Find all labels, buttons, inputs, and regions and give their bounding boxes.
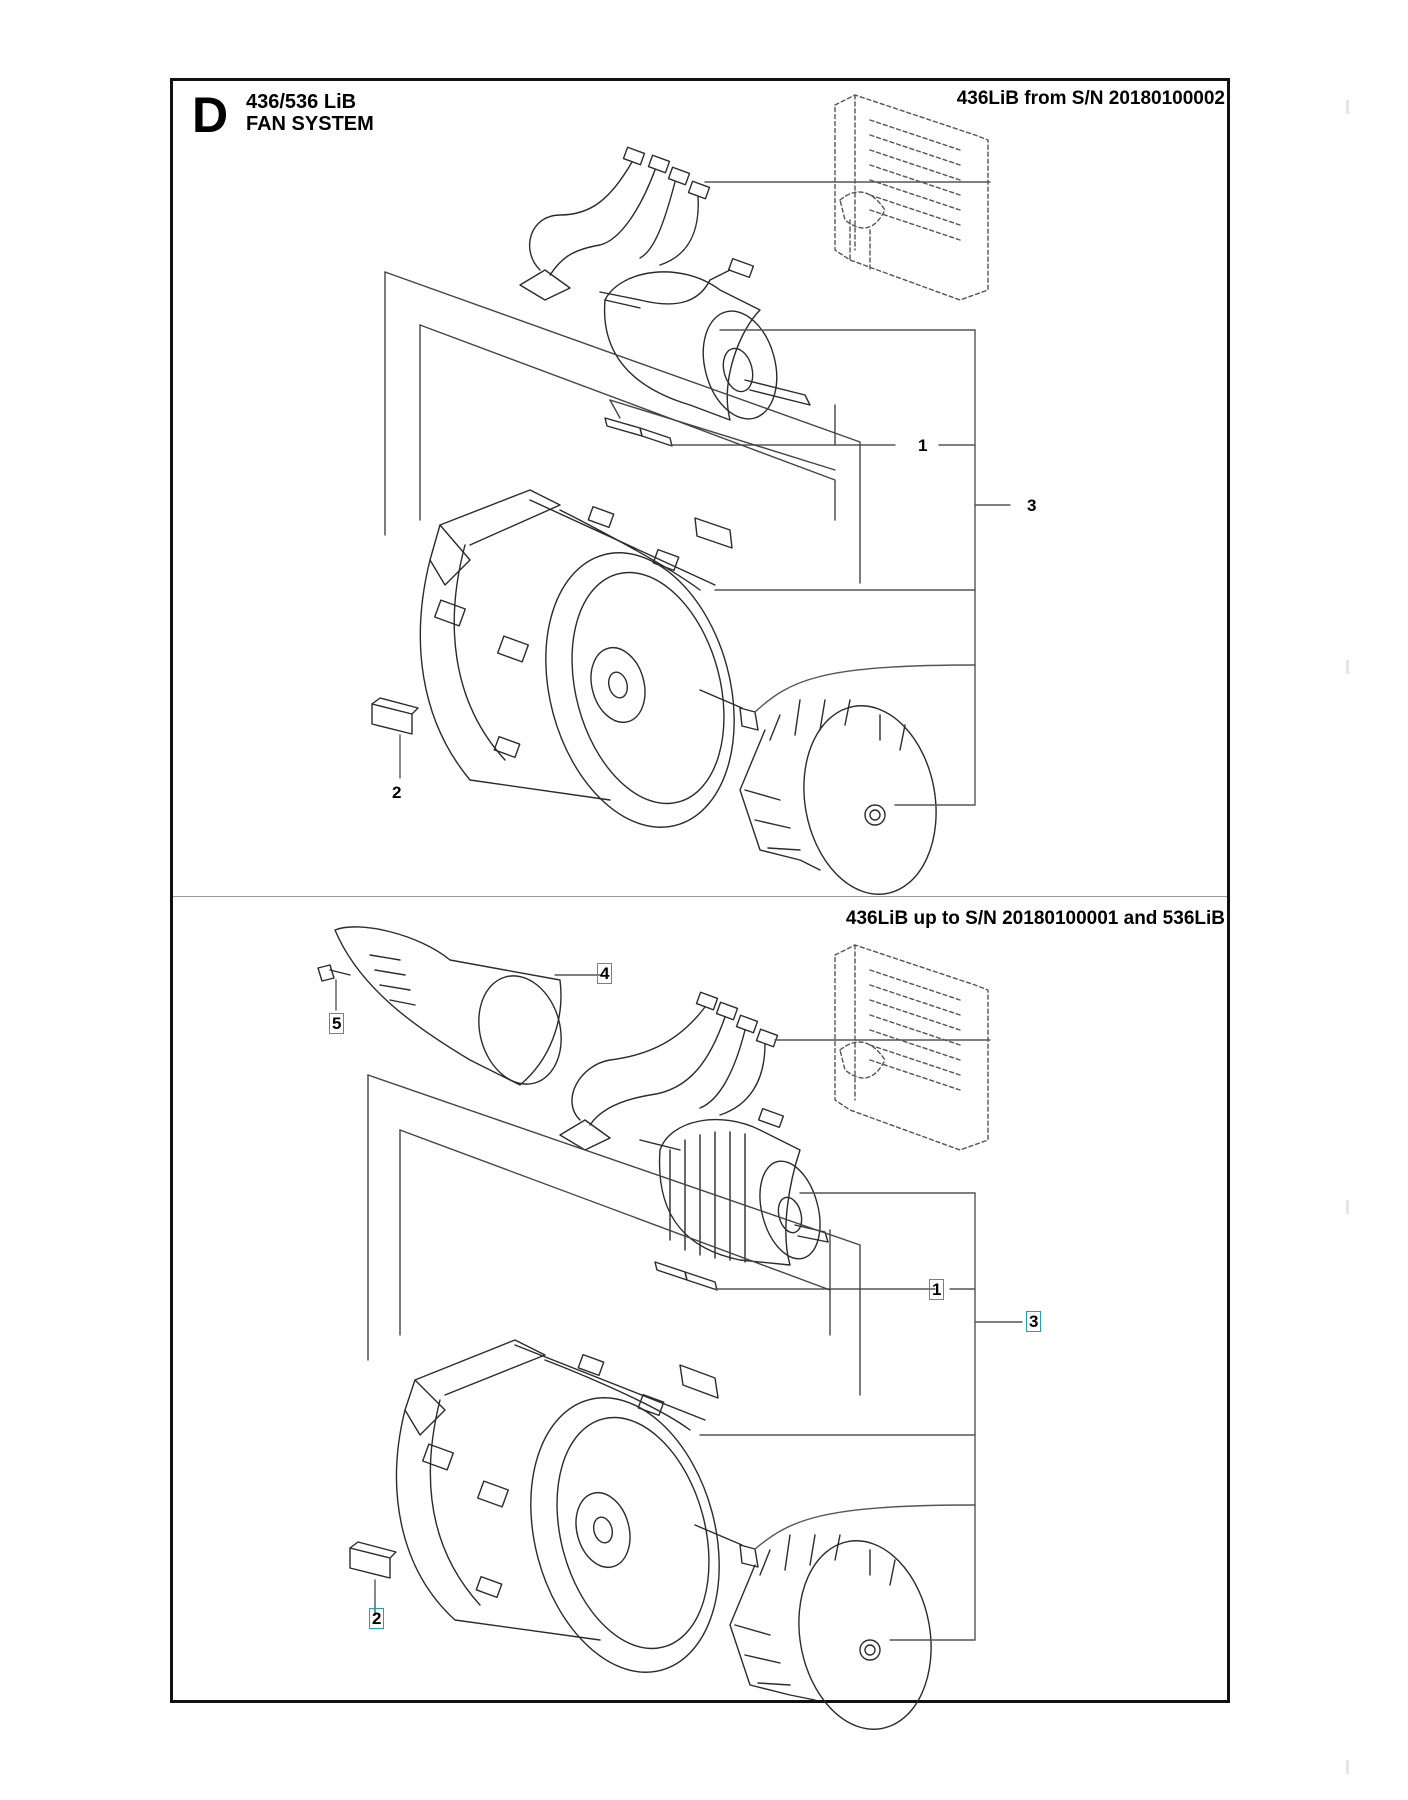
bottom-assembly xyxy=(318,927,1022,1740)
impeller-bottom xyxy=(730,1530,975,1740)
wiring-harness-top xyxy=(520,147,990,308)
controller-board-top xyxy=(835,95,988,300)
grommet-top xyxy=(372,698,418,778)
fan-cover-bottom xyxy=(335,927,600,1094)
callout-3-top: 3 xyxy=(1027,496,1037,515)
impeller-top xyxy=(740,695,975,905)
section-subtitle: FAN SYSTEM xyxy=(246,113,374,135)
model-title: 436/536 LiB xyxy=(246,91,357,113)
controller-board-bottom xyxy=(835,945,988,1150)
screw-top xyxy=(700,665,975,730)
callout-4-bottom[interactable]: 4 xyxy=(597,963,612,984)
variant-label-top: 436LiB from S/N 20180100002 xyxy=(956,88,1225,109)
callout-1-top: 1 xyxy=(918,436,928,455)
callout-leaders-top xyxy=(939,330,1010,805)
fan-housing-bottom xyxy=(397,1340,975,1694)
callout-5-bottom[interactable]: 5 xyxy=(329,1013,344,1034)
callout-2-top: 2 xyxy=(392,783,402,802)
callout-2-bottom[interactable]: 2 xyxy=(369,1608,384,1629)
grommet-bottom xyxy=(350,1542,396,1615)
top-assembly xyxy=(372,95,1010,905)
variant-label-bottom: 436LiB up to S/N 20180100001 and 536LiB xyxy=(845,908,1225,929)
exploded-frames-top xyxy=(385,272,860,583)
pins-bottom xyxy=(655,1262,935,1290)
wiring-harness-bottom xyxy=(560,992,990,1150)
callout-1-bottom[interactable]: 1 xyxy=(929,1279,944,1300)
pins-top xyxy=(605,418,895,446)
section-letter: D xyxy=(192,87,229,143)
motor-top xyxy=(605,272,975,427)
callout-leaders-bottom xyxy=(950,1193,1022,1640)
fan-housing-top xyxy=(420,490,975,849)
screw-bottom-5 xyxy=(318,965,350,1010)
callout-3-bottom[interactable]: 3 xyxy=(1026,1311,1041,1332)
